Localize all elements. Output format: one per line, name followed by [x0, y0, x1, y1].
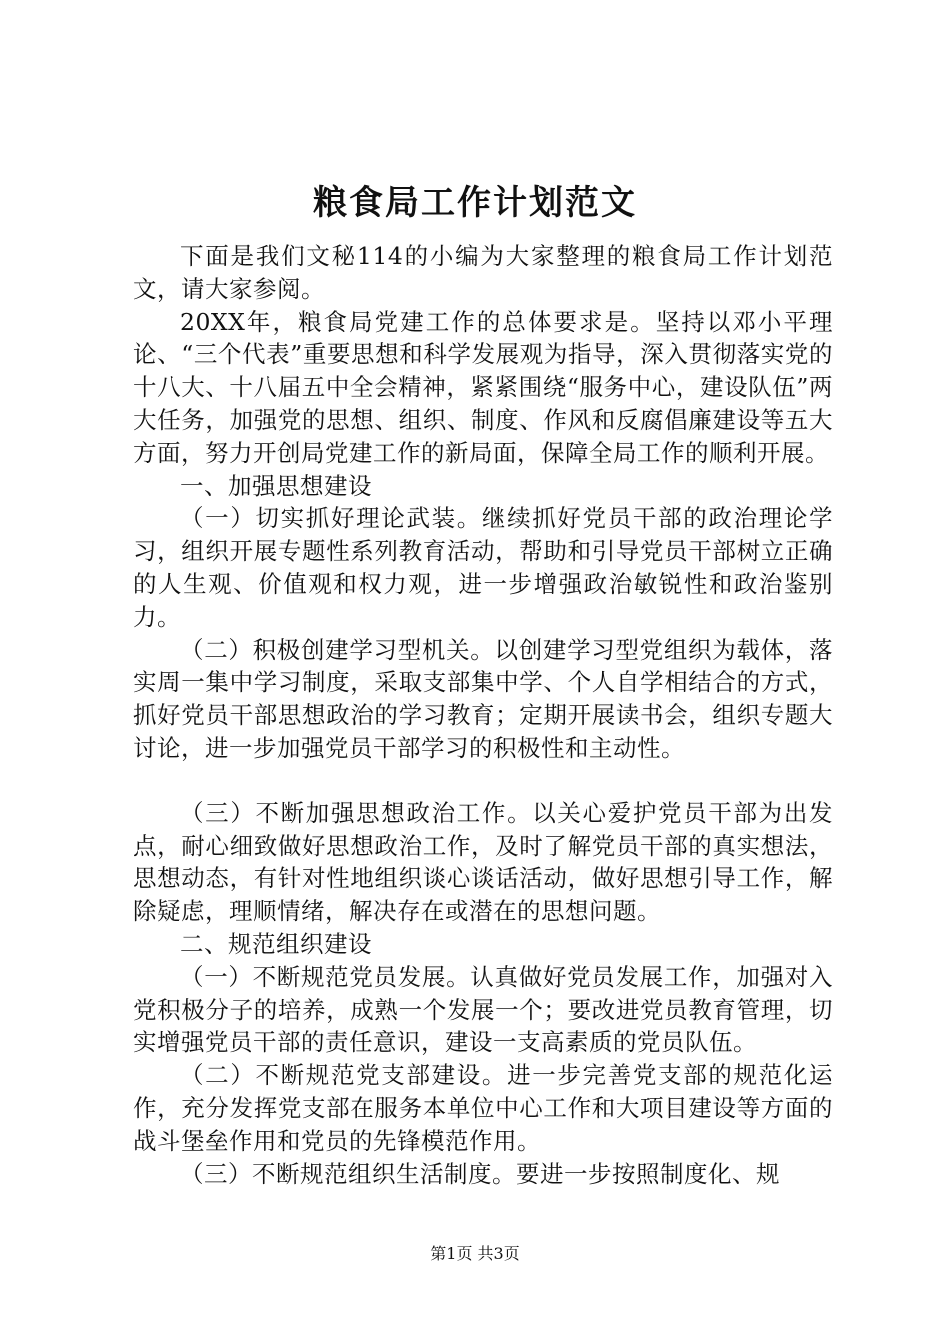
paragraph-1-2: （二）积极创建学习型机关。以创建学习型党组织为载体，落实周一集中学习制度，采取支部集中学、个人自学相结合的方式，抓好党员干部思想政治的学习教育；定期开展读书会，组织专题大讨论，进一步加强党员干部学习的积极性和主动性。 [133, 635, 833, 762]
paragraph-1-3: （三）不断加强思想政治工作。以关心爱护党员干部为出发点，耐心细致做好思想政治工作，及时了解党员干部的真实想法，思想动态，有针对性地组织谈心谈话活动，做好思想引导工作，解除疑虑，理顺情绪，解决存在或潜在的思想问题。 [133, 798, 833, 926]
paragraph-2-2: （二）不断规范党支部建设。进一步完善党支部的规范化运作，充分发挥党支部在服务本单位中心工作和大项目建设等方面的战斗堡垒作用和党员的先锋模范作用。 [133, 1061, 833, 1155]
paragraph-2-3: （三）不断规范组织生活制度。要进一步按照制度化、规 [180, 1159, 780, 1188]
section-heading-2: 二、规范组织建设 [180, 929, 372, 958]
section-heading-1: 一、加强思想建设 [180, 471, 372, 500]
paragraph-1-1: （一）切实抓好理论武装。继续抓好党员干部的政治理论学习，组织开展专题性系列教育活动，帮助和引导党员干部树立正确的人生观、价值观和权力观，进一步增强政治敏锐性和政治鉴别力。 [133, 504, 833, 631]
document-body [133, 240, 833, 1190]
paragraph-overview: 20XX年，粮食局党建工作的总体要求是。坚持以邓小平理论、“三个代表”重要思想和科学发展观为指导，深入贯彻落实党的十八大、十八届五中全会精神，紧紧围绕“服务中心，建设队伍”两大任务，加强党的思想、组织、制度、作风和反腐倡廉建设等五大方面，努力开创局党建工作的新局面，保障全局工作的顺利开展。 [133, 307, 833, 467]
document-title: 粮食局工作计划范文 [313, 183, 637, 223]
page-footer: 第1页 共3页 [430, 1244, 520, 1263]
paragraph-2-1: （一）不断规范党员发展。认真做好党员发展工作，加强对入党积极分子的培养，成熟一个发展一个；要改进党员教育管理，切实增强党员干部的责任意识，建设一支高素质的党员队伍。 [133, 962, 833, 1057]
paragraph-intro: 下面是我们文秘114的小编为大家整理的粮食局工作计划范文，请大家参阅。 [133, 242, 833, 303]
